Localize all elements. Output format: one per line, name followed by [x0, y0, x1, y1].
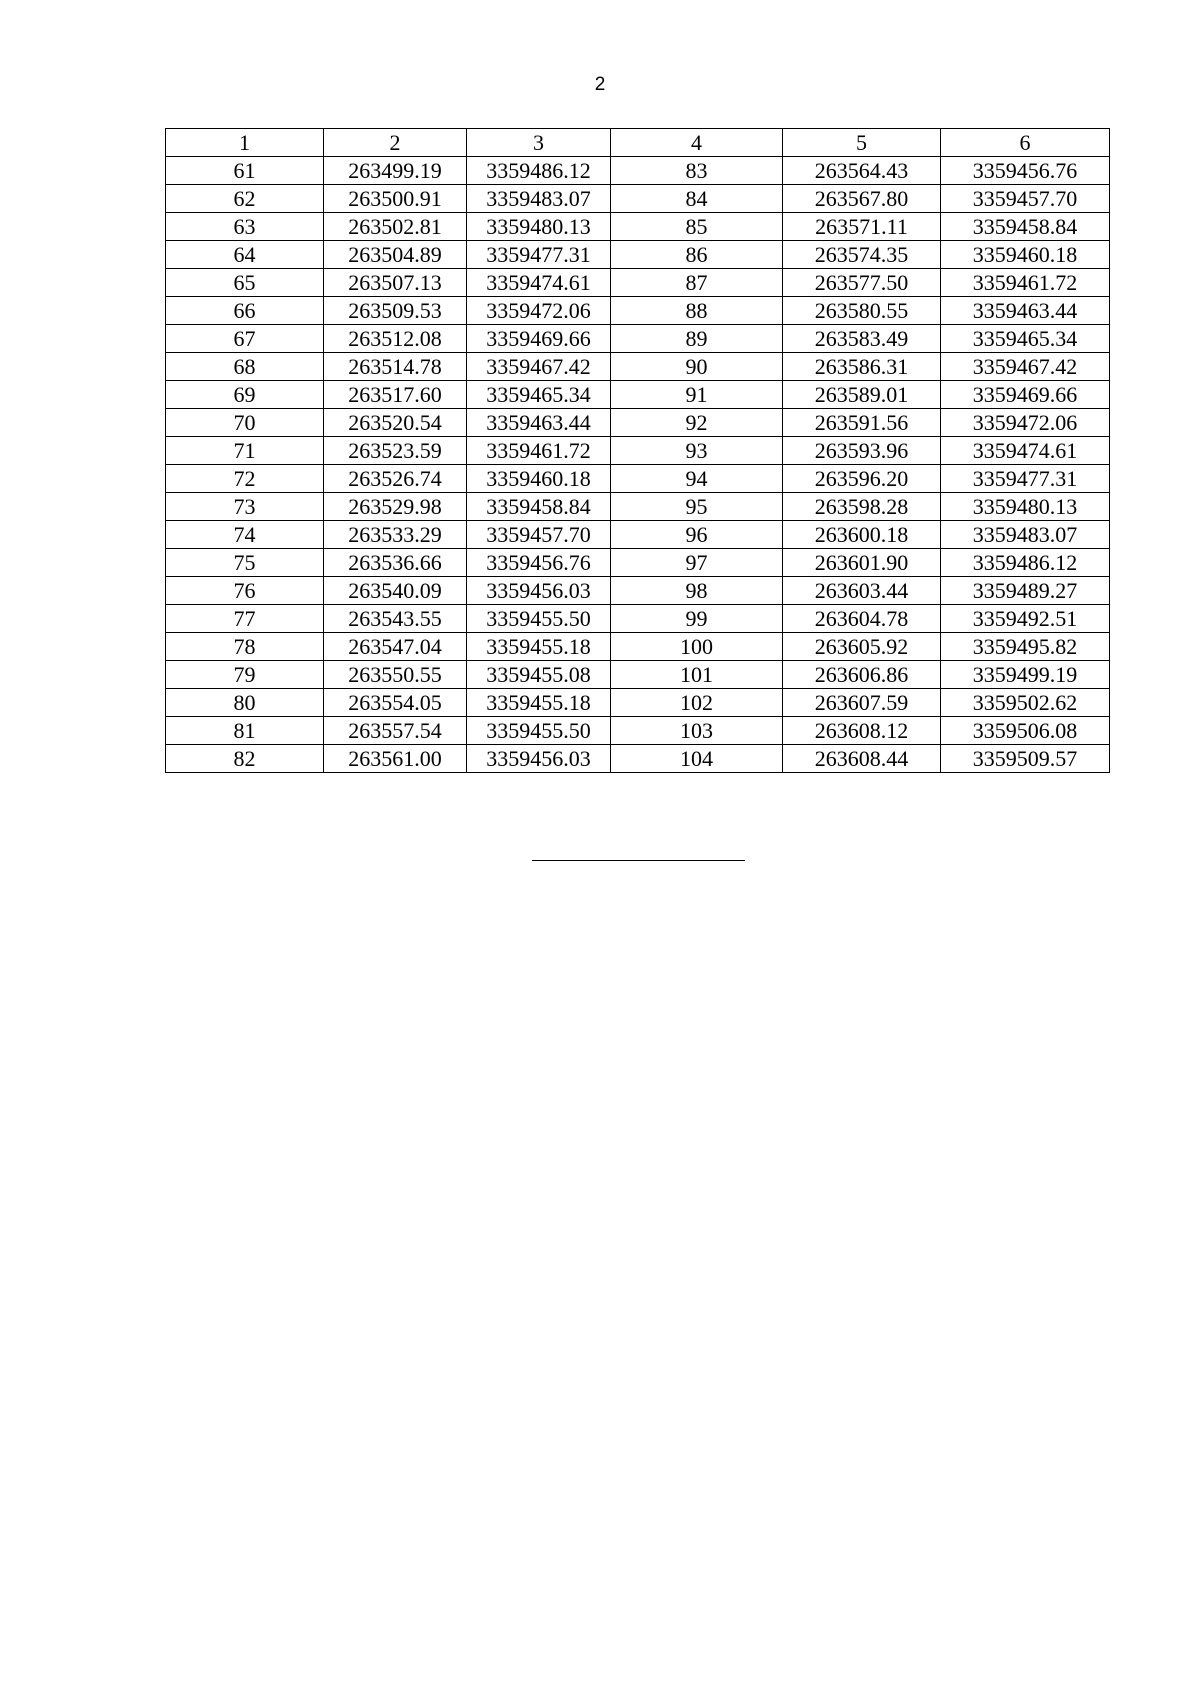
table-cell: 3359455.18: [467, 633, 611, 661]
table-row: [166, 437, 1110, 465]
table-cell: 73: [166, 493, 324, 521]
table-cell: 263586.31: [783, 353, 941, 381]
table-cell: 263561.00: [324, 745, 467, 773]
table-cell: 263591.56: [783, 409, 941, 437]
coordinates-table-body: [166, 129, 1110, 773]
table-cell: 3359457.70: [941, 185, 1110, 213]
table-cell: 66: [166, 297, 324, 325]
table-cell: 104: [611, 745, 783, 773]
table-cell: 3359456.76: [941, 157, 1110, 185]
table-cell: 92: [611, 409, 783, 437]
table-cell: 263593.96: [783, 437, 941, 465]
table-row: [166, 213, 1110, 241]
table-cell: 97: [611, 549, 783, 577]
table-cell: 74: [166, 521, 324, 549]
table-cell: 263603.44: [783, 577, 941, 605]
column-header: 3: [467, 129, 611, 157]
table-cell: 263500.91: [324, 185, 467, 213]
table-cell: 263529.98: [324, 493, 467, 521]
table-cell: 263554.05: [324, 689, 467, 717]
table-cell: 96: [611, 521, 783, 549]
table-row: [166, 577, 1110, 605]
table-cell: 3359467.42: [941, 353, 1110, 381]
table-cell: 263604.78: [783, 605, 941, 633]
table-cell: 3359492.51: [941, 605, 1110, 633]
table-cell: 93: [611, 437, 783, 465]
table-cell: 263499.19: [324, 157, 467, 185]
table-cell: 3359465.34: [941, 325, 1110, 353]
table-cell: 3359455.08: [467, 661, 611, 689]
table-cell: 88: [611, 297, 783, 325]
table-cell: 3359456.76: [467, 549, 611, 577]
table-cell: 3359461.72: [941, 269, 1110, 297]
table-cell: 263596.20: [783, 465, 941, 493]
table-row: [166, 381, 1110, 409]
table-cell: 263533.29: [324, 521, 467, 549]
table-cell: 263606.86: [783, 661, 941, 689]
table-cell: 263540.09: [324, 577, 467, 605]
table-cell: 263517.60: [324, 381, 467, 409]
table-cell: 80: [166, 689, 324, 717]
table-cell: 3359472.06: [941, 409, 1110, 437]
table-cell: 3359461.72: [467, 437, 611, 465]
table-cell: 263580.55: [783, 297, 941, 325]
table-row: [166, 241, 1110, 269]
table-cell: 89: [611, 325, 783, 353]
table-cell: 95: [611, 493, 783, 521]
table-cell: 99: [611, 605, 783, 633]
table-cell: 98: [611, 577, 783, 605]
table-cell: 3359465.34: [467, 381, 611, 409]
table-cell: 3359499.19: [941, 661, 1110, 689]
table-cell: 100: [611, 633, 783, 661]
table-cell: 79: [166, 661, 324, 689]
table-cell: 3359506.08: [941, 717, 1110, 745]
table-cell: 3359463.44: [467, 409, 611, 437]
table-cell: 263598.28: [783, 493, 941, 521]
table-cell: 65: [166, 269, 324, 297]
table-cell: 91: [611, 381, 783, 409]
table-cell: 3359474.61: [467, 269, 611, 297]
table-cell: 83: [611, 157, 783, 185]
table-cell: 263571.11: [783, 213, 941, 241]
table-cell: 263583.49: [783, 325, 941, 353]
table-cell: 3359486.12: [941, 549, 1110, 577]
coordinates-table: [165, 128, 1110, 773]
column-header: 1: [166, 129, 324, 157]
table-cell: 63: [166, 213, 324, 241]
table-cell: 3359477.31: [941, 465, 1110, 493]
table-cell: 72: [166, 465, 324, 493]
table-cell: 3359463.44: [941, 297, 1110, 325]
table-cell: 3359509.57: [941, 745, 1110, 773]
table-cell: 81: [166, 717, 324, 745]
table-cell: 263574.35: [783, 241, 941, 269]
table-row: [166, 185, 1110, 213]
table-cell: 3359456.03: [467, 745, 611, 773]
table-cell: 3359455.50: [467, 717, 611, 745]
page-number: 2: [594, 74, 606, 95]
table-row: [166, 353, 1110, 381]
table-cell: 3359483.07: [467, 185, 611, 213]
table-cell: 84: [611, 185, 783, 213]
table-row: [166, 297, 1110, 325]
table-cell: 90: [611, 353, 783, 381]
table-cell: 75: [166, 549, 324, 577]
table-cell: 263607.59: [783, 689, 941, 717]
table-cell: 3359480.13: [467, 213, 611, 241]
table-cell: 3359469.66: [941, 381, 1110, 409]
column-header: 5: [783, 129, 941, 157]
table-cell: 263536.66: [324, 549, 467, 577]
table-cell: 85: [611, 213, 783, 241]
table-cell: 87: [611, 269, 783, 297]
table-cell: 263526.74: [324, 465, 467, 493]
table-cell: 3359489.27: [941, 577, 1110, 605]
table-row: [166, 157, 1110, 185]
column-header: 6: [941, 129, 1110, 157]
table-cell: 71: [166, 437, 324, 465]
table-cell: 62: [166, 185, 324, 213]
table-cell: 3359474.61: [941, 437, 1110, 465]
table-cell: 263567.80: [783, 185, 941, 213]
table-cell: 3359480.13: [941, 493, 1110, 521]
table-row: [166, 465, 1110, 493]
table-cell: 263608.44: [783, 745, 941, 773]
table-row: [166, 605, 1110, 633]
table-cell: 3359456.03: [467, 577, 611, 605]
table-cell: 3359477.31: [467, 241, 611, 269]
table-header-row: [166, 129, 1110, 157]
table-cell: 101: [611, 661, 783, 689]
table-row: [166, 325, 1110, 353]
table-row: [166, 269, 1110, 297]
table-cell: 70: [166, 409, 324, 437]
table-row: [166, 521, 1110, 549]
table-cell: 3359469.66: [467, 325, 611, 353]
table-cell: 94: [611, 465, 783, 493]
table-row: [166, 493, 1110, 521]
table-cell: 263543.55: [324, 605, 467, 633]
table-row: [166, 633, 1110, 661]
table-cell: 3359483.07: [941, 521, 1110, 549]
column-header: 2: [324, 129, 467, 157]
table-cell: 3359460.18: [941, 241, 1110, 269]
table-cell: 263523.59: [324, 437, 467, 465]
table-cell: 263507.13: [324, 269, 467, 297]
table-row: [166, 745, 1110, 773]
table-cell: 263502.81: [324, 213, 467, 241]
table-cell: 76: [166, 577, 324, 605]
table-cell: 3359467.42: [467, 353, 611, 381]
table-cell: 3359455.18: [467, 689, 611, 717]
table-row: [166, 409, 1110, 437]
table-cell: 69: [166, 381, 324, 409]
table-cell: 64: [166, 241, 324, 269]
table-cell: 263564.43: [783, 157, 941, 185]
table-cell: 102: [611, 689, 783, 717]
table-cell: 3359455.50: [467, 605, 611, 633]
table-cell: 78: [166, 633, 324, 661]
table-cell: 263547.04: [324, 633, 467, 661]
table-cell: 67: [166, 325, 324, 353]
table-cell: 103: [611, 717, 783, 745]
table-cell: 3359458.84: [467, 493, 611, 521]
table-cell: 3359457.70: [467, 521, 611, 549]
table-cell: 263600.18: [783, 521, 941, 549]
table-cell: 77: [166, 605, 324, 633]
table-cell: 263509.53: [324, 297, 467, 325]
end-of-table-rule: [532, 860, 745, 861]
table-cell: 263514.78: [324, 353, 467, 381]
table-cell: 263557.54: [324, 717, 467, 745]
table-cell: 263550.55: [324, 661, 467, 689]
table-cell: 263608.12: [783, 717, 941, 745]
table-cell: 86: [611, 241, 783, 269]
table-cell: 3359460.18: [467, 465, 611, 493]
table-cell: 3359486.12: [467, 157, 611, 185]
table-cell: 263520.54: [324, 409, 467, 437]
table-cell: 263605.92: [783, 633, 941, 661]
table-cell: 3359472.06: [467, 297, 611, 325]
table-cell: 68: [166, 353, 324, 381]
table-cell: 263601.90: [783, 549, 941, 577]
table-cell: 263504.89: [324, 241, 467, 269]
table-cell: 3359502.62: [941, 689, 1110, 717]
table-row: [166, 661, 1110, 689]
table-row: [166, 717, 1110, 745]
table-cell: 61: [166, 157, 324, 185]
table-cell: 263512.08: [324, 325, 467, 353]
column-header: 4: [611, 129, 783, 157]
table-cell: 82: [166, 745, 324, 773]
table-cell: 263589.01: [783, 381, 941, 409]
table-cell: 3359458.84: [941, 213, 1110, 241]
table-row: [166, 549, 1110, 577]
table-cell: 3359495.82: [941, 633, 1110, 661]
table-row: [166, 689, 1110, 717]
table-cell: 263577.50: [783, 269, 941, 297]
